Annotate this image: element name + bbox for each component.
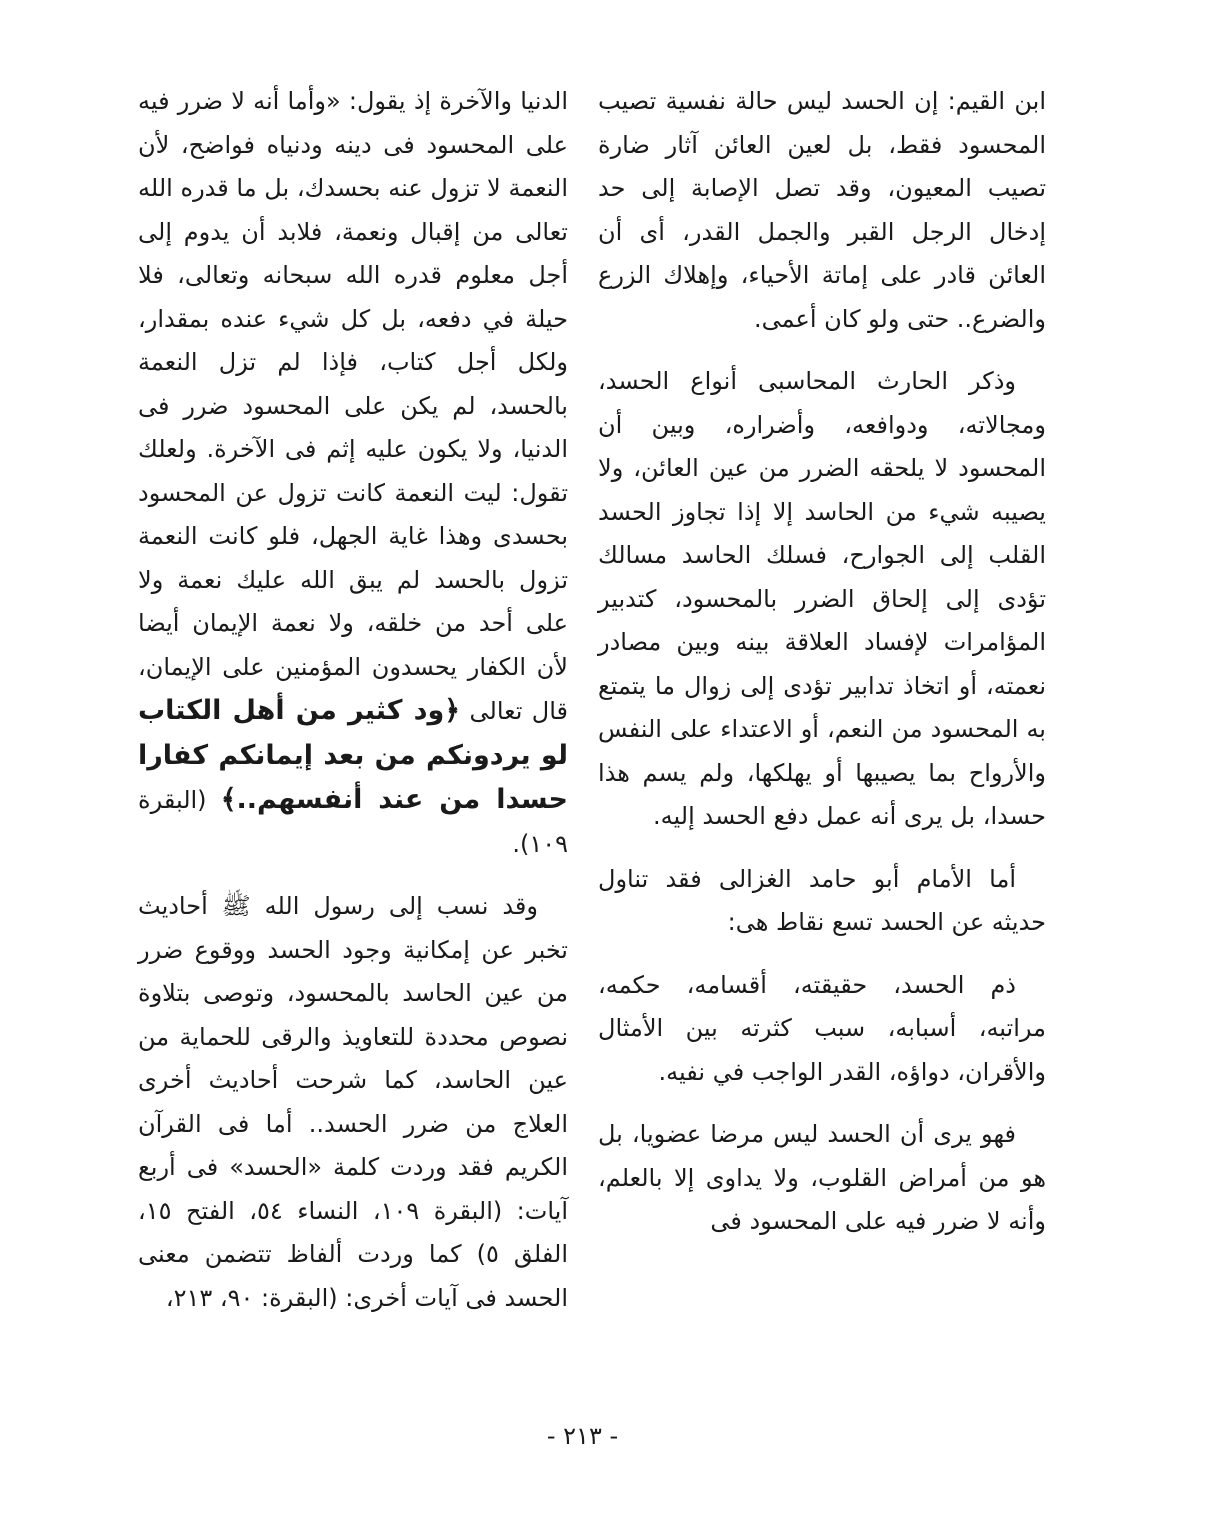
- paragraph: ذم الحسد، حقيقته، أقسامه، حكمه، مراتبه، أسبابه، سبب كثرته بين الأمثال والأقران، دواؤه، القدر الواجب في نفيه.: [598, 970, 1046, 1086]
- verse-reference: (البقرة ١٠٩).: [138, 786, 568, 858]
- paragraph-text: الدنيا والآخرة إذ يقول: «وأما أنه لا ضرر فيه على المحسود فى دينه ودنياه فواضح، لأن النعمة لا تزول عنه بحسدك، بل ما قدره الله تعالى من إقبال ونعمة، فلابد أن يدوم إلى أجل معلوم قدره الله سبحانه وتعالى، فلا حيلة في دفعه، بل كل شيء عنده بمقدار، ولكل أجل كتاب، فإذا لم تزل النعمة بالحسد، لم يكن على المحسود ضرر فى الدنيا، ولا يكون عليه إثم فى الآخرة. ولعلك تقول: ليت النعمة كانت تزول عن المحسود بحسدى وهذا غاية الجهل، فلو كانت النعمة تزول بالحسد لم يبق الله عليك نعمة ولا على أحد من خلقه، ولا نعمة الإيمان أيضا لأن الكفار يحسدون المؤمنين على الإيمان، قال تعالى: [138, 87, 568, 725]
- left-column: [138, 80, 568, 1339]
- paragraph: وذكر الحارث المحاسبى أنواع الحسد، ومجالاته، ودوافعه، وأضراره، وبين أن المحسود لا يلحقه الضرر من عين العائن، ولا يصيبه شيء من الحاسد إلا إذا تجاوز الحسد القلب إلى الجوارح، فسلك الحاسد مسالك تؤدى إلى إلحاق الضرر بالمحسود، كتدبير المؤامرات لإفساد العلاقة بينه وبين مصادر نعمته، أو اتخاذ تدابير تؤدى إلى زوال ما يتمتع به المحسود من النعم، أو الاعتداء على النفس والأرواح بما يصيبها أو يهلكها، ولم يسم هذا حسدا، بل يرى أنه عمل دفع الحسد إليه.: [598, 367, 1046, 830]
- quran-verse: ﴿ود كثير من أهل الكتاب لو يردونكم من بعد إيمانكم كفارا حسدا من عند أنفسهم..﴾: [138, 695, 568, 815]
- paragraph: فهو يرى أن الحسد ليس مرضا عضويا، بل هو من أمراض القلوب، ولا يداوى إلا بالعلم، وأنه لا ضرر فيه على المحسود فى: [598, 1120, 1046, 1235]
- right-column: [598, 80, 1046, 1263]
- paragraph: وقد نسب إلى رسول الله ﷺ أحاديث تخبر عن إمكانية وجود الحسد ووقوع ضرر من عين الحاسد بالمحسود، وتوصى بتلاوة نصوص محددة للتعاويذ والرقى للحماية من عين الحاسد، كما شرحت أحاديث أخرى العلاج من ضرر الحسد.. أما فى القرآن الكريم فقد وردت كلمة «الحسد» فى أربع آيات: (البقرة ١٠٩، النساء ٥٤، الفتح ١٥، الفلق ٥) كما وردت ألفاظ تتضمن معنى الحسد فى آيات أخرى: (البقرة: ٩٠، ٢١٣،: [138, 892, 568, 1312]
- paragraph: ابن القيم: إن الحسد ليس حالة نفسية تصيب المحسود فقط، بل لعين العائن آثار ضارة تصيب المعيون، وقد تصل الإصابة إلى حد إدخال الرجل القبر والجمل القدر، أى أن العائن قادر على إماتة الأحياء، وإهلاك الزرع والضرع.. حتى ولو كان أعمى.: [598, 87, 1046, 333]
- paragraph: [138, 80, 568, 866]
- page-number: - ٢١٣ -: [546, 1422, 619, 1450]
- paragraph: أما الأمام أبو حامد الغزالى فقد تناول حديثه عن الحسد تسع نقاط هى:: [598, 864, 1046, 936]
